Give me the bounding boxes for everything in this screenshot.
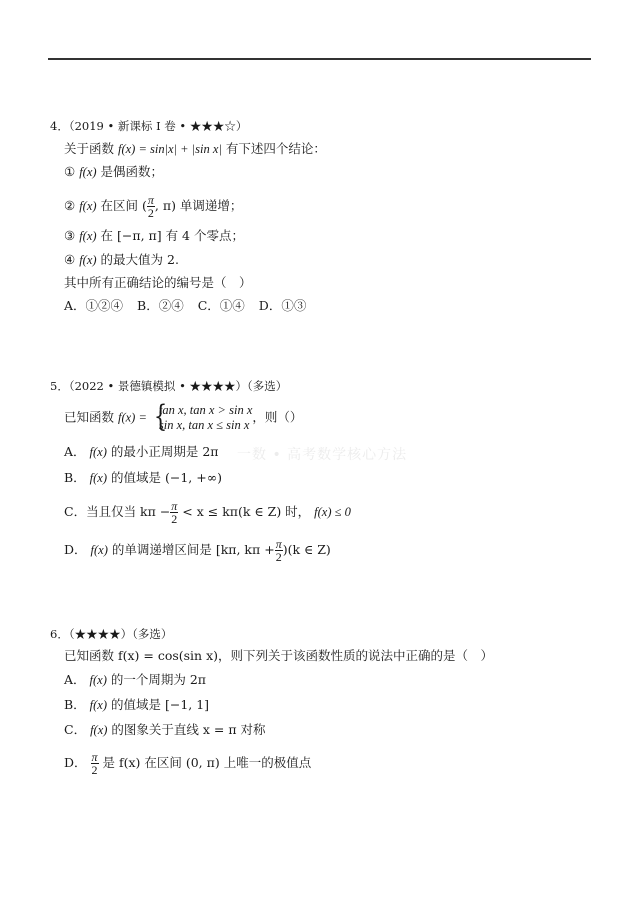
q4-s1-text: 是偶函数； xyxy=(96,164,164,179)
q4-stem-pre: 关于函数 xyxy=(64,141,118,156)
q5-stem-lhs: f(x) = xyxy=(117,410,147,425)
q5-c-denominator: 2 xyxy=(171,512,178,526)
q5-option-d[interactable] xyxy=(64,538,331,563)
q6-option-b[interactable] xyxy=(64,697,209,713)
q4-options xyxy=(64,298,306,314)
q4-statement-4 xyxy=(64,252,179,268)
q6-a-label: A． xyxy=(64,672,86,687)
q5-a-formula: f(x) xyxy=(89,445,107,459)
q6-option-c[interactable] xyxy=(64,722,266,738)
q5-stem-post: ，则（） xyxy=(252,409,303,425)
q5-c-text3: f(x) ≤ 0 xyxy=(314,505,351,519)
q6-d-denominator: 2 xyxy=(91,763,98,777)
q6-d-numerator: π xyxy=(91,750,98,764)
q5-case-2: sin x, tan x ≤ sin x xyxy=(158,418,250,432)
q6-d-fraction xyxy=(91,751,99,776)
q4-option-b[interactable]: B．②④ xyxy=(137,298,184,313)
q6-b-formula: f(x) xyxy=(89,698,108,712)
q6-option-a[interactable] xyxy=(64,672,206,688)
q5-c-text1: 当且仅当 kπ − xyxy=(86,504,171,519)
q4-stem-formula: f(x) = sin|x| + |sin x| xyxy=(117,142,222,156)
q5-stem-pre: 已知函数 xyxy=(64,409,118,425)
q4-s2-numerator: π xyxy=(147,193,154,207)
q4-s4-text: 的最大值为 2. xyxy=(96,252,179,267)
q5-option-b[interactable] xyxy=(64,470,222,486)
q5-d-text2: )(k ∈ Z) xyxy=(282,542,331,557)
q5-b-formula: f(x) xyxy=(89,471,108,485)
q5-c-numerator: π xyxy=(171,499,178,513)
q5-d-denominator: 2 xyxy=(275,550,282,564)
q4-ask: 其中所有正确结论的编号是（ ） xyxy=(64,275,252,290)
q6-b-label: B． xyxy=(64,697,86,712)
q4-s3-text: 在 [−π, π] 有 4 个零点； xyxy=(96,228,244,243)
q4-option-c[interactable]: C．①④ xyxy=(197,298,245,313)
q4-s4-marker: ④ xyxy=(64,252,76,267)
q6-stem: 已知函数 f(x) = cos(sin x)，则下列关于该函数性质的说法中正确的是（ ） xyxy=(64,648,494,663)
q4-s2-formula: f(x) xyxy=(79,199,97,213)
q4-s3-marker: ③ xyxy=(64,228,76,243)
q4-header: 4．（2019 • 新课标 Ⅰ 卷 • ★★★☆） xyxy=(50,119,248,133)
q4-statement-2 xyxy=(64,194,242,219)
q5-option-a[interactable] xyxy=(64,444,219,460)
top-rule xyxy=(48,58,591,60)
q5-d-label: D． xyxy=(64,542,87,557)
q4-s2-text2: , π) 单调递增； xyxy=(154,198,243,213)
q6-d-label: D． xyxy=(64,755,87,770)
q5-piecewise xyxy=(151,399,253,434)
q5-b-text: 的值域是 (−1, +∞) xyxy=(107,470,222,485)
q6-d-text: 是 f(x) 在区间 (0, π) 上唯一的极值点 xyxy=(98,755,312,770)
q4-statement-3 xyxy=(64,228,244,244)
q5-c-text2: < x ≤ kπ(k ∈ Z) 时， xyxy=(178,504,311,519)
q5-case-1: tan x, tan x > sin x xyxy=(158,403,253,417)
q5-b-label: B． xyxy=(64,470,86,485)
q4-option-a[interactable]: A．①②④ xyxy=(64,298,124,313)
q5-d-numerator: π xyxy=(275,537,282,551)
q5-a-label: A． xyxy=(64,444,86,459)
q6-c-text: 的图象关于直线 x = π 对称 xyxy=(107,722,266,737)
q5-option-c[interactable] xyxy=(64,500,351,525)
q4-statement-1 xyxy=(64,164,163,180)
q6-c-formula: f(x) xyxy=(90,723,108,737)
q4-s4-formula: f(x) xyxy=(79,253,97,267)
q5-a-text: 的最小正周期是 2π xyxy=(106,444,219,459)
q5-d-fraction xyxy=(275,538,283,563)
q4-s2-fraction xyxy=(147,194,155,219)
q4-s2-denominator: 2 xyxy=(147,206,154,220)
q4-s2-marker: ② xyxy=(64,198,76,213)
q4-s1-formula: f(x) xyxy=(79,165,97,179)
q4-stem-post: 有下述四个结论： xyxy=(221,141,326,156)
q6-b-text: 的值域是 [−1, 1] xyxy=(107,697,210,712)
q6-c-label: C． xyxy=(64,722,87,737)
q4-s2-text1: 在区间 ( xyxy=(96,198,147,213)
q4-s3-formula: f(x) xyxy=(79,229,97,243)
q5-d-text1: 的单调递增区间是 [kπ, kπ + xyxy=(107,542,275,557)
q5-header: 5．（2022 • 景德镇模拟 • ★★★★）（多选） xyxy=(50,379,288,393)
q6-header: 6．（★★★★）（多选） xyxy=(50,627,173,641)
q5-d-formula: f(x) xyxy=(90,543,108,557)
watermark: 一数 • 高考数学核心方法 xyxy=(237,447,408,463)
q4-s1-marker: ① xyxy=(64,164,76,179)
q6-option-d[interactable] xyxy=(64,751,311,776)
q5-brace: { xyxy=(153,399,168,434)
q6-a-text: 的一个周期为 2π xyxy=(106,672,206,687)
q6-a-formula: f(x) xyxy=(89,673,107,687)
q5-c-label: C． xyxy=(64,504,87,519)
q4-option-d[interactable]: D．①③ xyxy=(258,298,307,313)
q5-stem xyxy=(64,399,303,434)
q4-stem xyxy=(64,141,326,157)
